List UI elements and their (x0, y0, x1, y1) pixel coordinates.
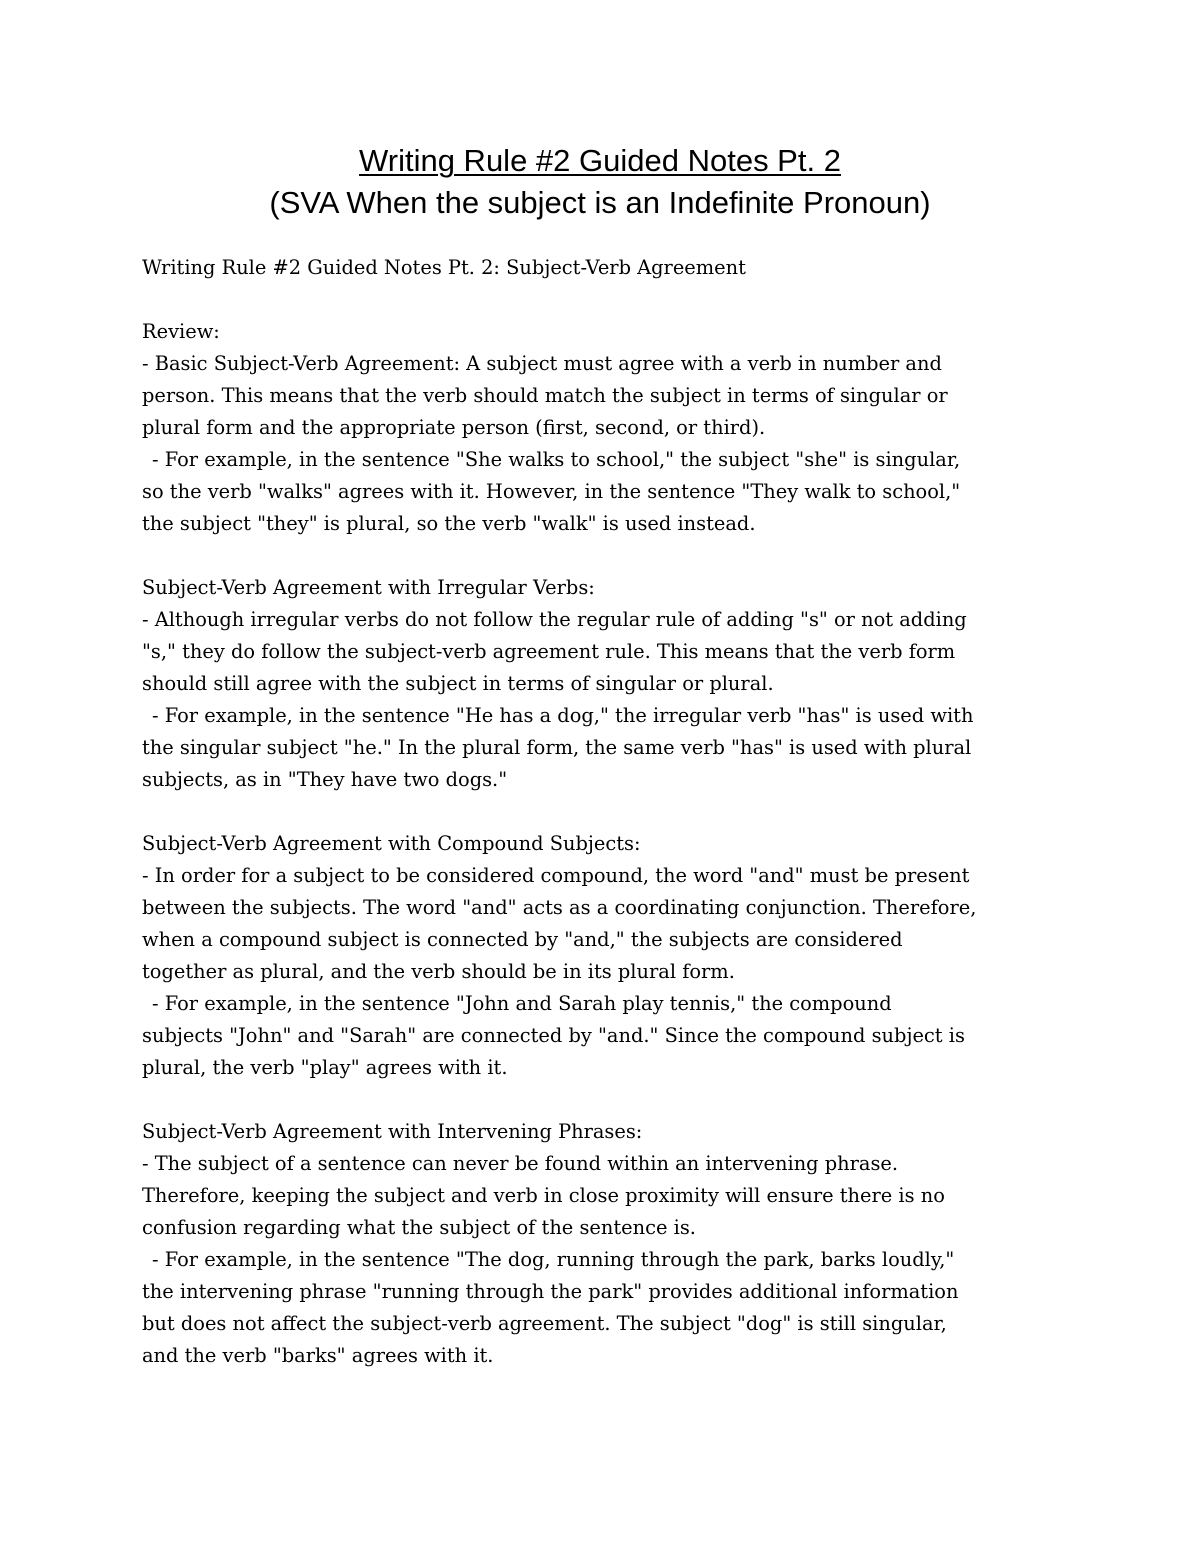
paragraph-line: person. This means that the verb should match the subject in terms of singular or (142, 384, 948, 407)
paragraph-line: confusion regarding what the subject of the sentence is. (142, 1216, 696, 1239)
paragraph-line: "s," they do follow the subject-verb agreement rule. This means that the verb form (142, 640, 956, 663)
paragraph-line: subjects, as in "They have two dogs." (142, 768, 508, 791)
title-line-2: (SVA When the subject is an Indefinite Pronoun) (269, 185, 931, 220)
blank-line (142, 540, 1072, 572)
paragraph-line: and the verb "barks" agrees with it. (142, 1344, 494, 1367)
section-heading-irregular-verbs: Subject-Verb Agreement with Irregular Verbs: (142, 576, 595, 599)
blank-line (142, 796, 1072, 828)
paragraph-line: subjects "John" and "Sarah" are connected by "and." Since the compound subject is (142, 1024, 965, 1047)
document-title (0, 140, 1200, 224)
paragraph-line: so the verb "walks" agrees with it. However, in the sentence "They walk to school," (142, 480, 961, 503)
example-line: - For example, in the sentence "John and Sarah play tennis," the compound (152, 992, 892, 1015)
blank-line (142, 284, 1072, 316)
paragraph-line: Therefore, keeping the subject and verb in close proximity will ensure there is no (142, 1184, 945, 1207)
example-line: - For example, in the sentence "She walks to school," the subject "she" is singular, (152, 448, 961, 471)
paragraph-line: plural form and the appropriate person (first, second, or third). (142, 416, 766, 439)
section-heading-intervening-phrases: Subject-Verb Agreement with Intervening Phrases: (142, 1120, 643, 1143)
section-heading-review: Review: (142, 320, 220, 343)
paragraph-line: - Basic Subject-Verb Agreement: A subject must agree with a verb in number and (142, 352, 942, 375)
example-line: - For example, in the sentence "The dog, running through the park, barks loudly," (152, 1248, 955, 1271)
example-line: - For example, in the sentence "He has a dog," the irregular verb "has" is used with (152, 704, 974, 727)
paragraph-line: between the subjects. The word "and" acts as a coordinating conjunction. Therefore, (142, 896, 977, 919)
paragraph-line: but does not affect the subject-verb agreement. The subject "dog" is still singular, (142, 1312, 947, 1335)
paragraph-line: the subject "they" is plural, so the verb "walk" is used instead. (142, 512, 756, 535)
paragraph-line: should still agree with the subject in terms of singular or plural. (142, 672, 774, 695)
paragraph-line: - In order for a subject to be considered compound, the word "and" must be present (142, 864, 970, 887)
title-line-1: Writing Rule #2 Guided Notes Pt. 2 (359, 143, 841, 178)
paragraph-line: - Although irregular verbs do not follow the regular rule of adding "s" or not adding (142, 608, 967, 631)
section-heading-compound-subjects: Subject-Verb Agreement with Compound Subjects: (142, 832, 641, 855)
document-subtitle: Writing Rule #2 Guided Notes Pt. 2: Subject-Verb Agreement (142, 256, 746, 279)
document-body (142, 252, 1072, 1372)
paragraph-line: the intervening phrase "running through the park" provides additional information (142, 1280, 959, 1303)
paragraph-line: the singular subject "he." In the plural form, the same verb "has" is used with plural (142, 736, 972, 759)
paragraph-line: - The subject of a sentence can never be found within an intervening phrase. (142, 1152, 899, 1175)
paragraph-line: together as plural, and the verb should be in its plural form. (142, 960, 735, 983)
blank-line (142, 1084, 1072, 1116)
paragraph-line: when a compound subject is connected by "and," the subjects are considered (142, 928, 903, 951)
paragraph-line: plural, the verb "play" agrees with it. (142, 1056, 508, 1079)
